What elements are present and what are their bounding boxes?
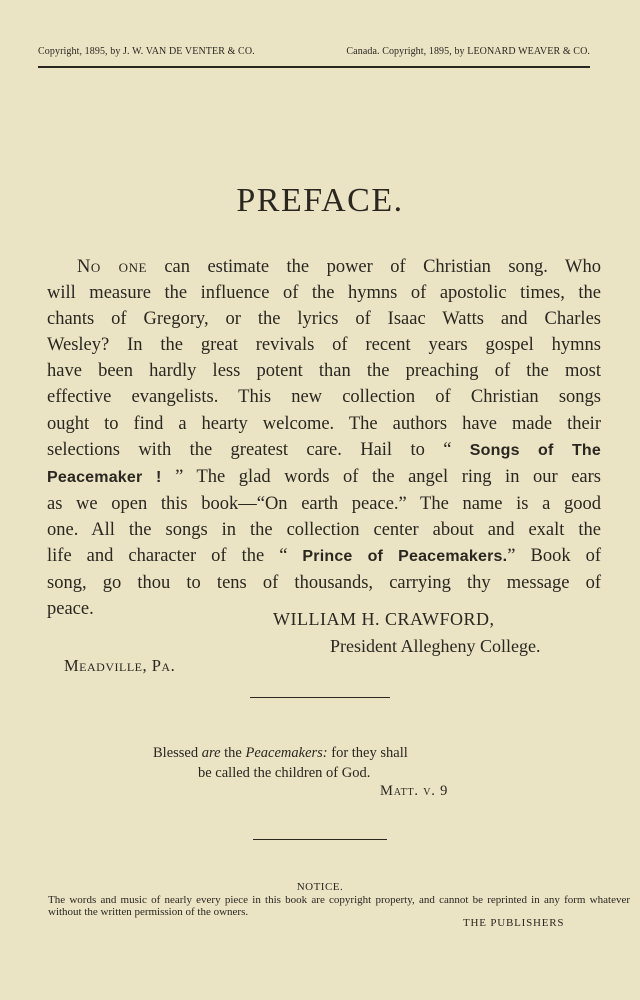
divider-rule bbox=[250, 697, 390, 698]
preface-text: can estimate the power of Christian song. Who bbox=[146, 257, 601, 277]
signature-place: Meadville, Pa. bbox=[64, 656, 176, 675]
preface-text: life and character of the “ bbox=[47, 546, 303, 567]
preface-line: song, go thou to tens of thousands, carrying thy message of bbox=[47, 573, 601, 594]
notice-title: NOTICE. bbox=[296, 881, 344, 893]
divider-rule bbox=[253, 839, 387, 840]
page-title: PREFACE. bbox=[236, 182, 404, 219]
preface-line: peace. bbox=[47, 599, 94, 620]
verse-text: the bbox=[220, 745, 246, 761]
header-rule bbox=[38, 66, 590, 68]
preface-line bbox=[47, 254, 601, 280]
verse-line-2: be called the children of God. bbox=[198, 765, 371, 781]
copyright-canada: Canada. Copyright, 1895, by LEONARD WEAVER & CO. bbox=[346, 46, 590, 57]
preface-line bbox=[47, 464, 601, 491]
verse-italic: are bbox=[201, 745, 221, 761]
book-title-emphasis: Peacemaker ! bbox=[47, 468, 162, 486]
verse-text: Blessed bbox=[153, 745, 202, 761]
notice-text: The words and music of nearly every piece in this book are copyright property, and cannot be reprinted in any form whatever without the written permission of the owners. bbox=[48, 894, 630, 918]
preface-line: ought to find a hearty welcome. The authors have made their bbox=[47, 413, 601, 434]
preface-line: as we open this book—“On earth peace.” The name is a good bbox=[47, 493, 601, 514]
preface-line: have been hardly less potent than the preaching of the most bbox=[47, 361, 601, 382]
copyright-header bbox=[38, 46, 590, 57]
preface-line: chants of Gregory, or the lyrics of Isaac Watts and Charles bbox=[47, 309, 601, 330]
preface-text: selections with the greatest care. Hail to “ bbox=[47, 439, 470, 460]
preface-line: Wesley? In the great revivals of recent years gospel hymns bbox=[47, 335, 601, 356]
preface-body bbox=[47, 254, 601, 622]
notice-signature: THE PUBLISHERS bbox=[463, 917, 565, 929]
preface-line: one. All the songs in the collection center about and exalt the bbox=[47, 519, 601, 540]
book-title-emphasis: Songs of The bbox=[469, 441, 601, 459]
signature-title: President Allegheny College. bbox=[330, 636, 541, 656]
preface-text: ” The glad words of the angel ring in our ears bbox=[161, 466, 601, 487]
preface-text: ” Book of bbox=[507, 546, 601, 567]
preface-opening-words: No one bbox=[77, 257, 147, 277]
verse-line-1 bbox=[153, 745, 408, 762]
verse-reference: Matt. v. 9 bbox=[380, 783, 449, 799]
preface-line bbox=[47, 437, 601, 464]
signature-name: WILLIAM H. CRAWFORD, bbox=[273, 609, 495, 629]
prince-emphasis: Prince of Peacemakers. bbox=[302, 548, 508, 566]
copyright-us: Copyright, 1895, by J. W. VAN DE VENTER & CO. bbox=[38, 46, 255, 57]
verse-italic: Peacemakers: bbox=[245, 745, 328, 761]
preface-line: will measure the influence of the hymns of apostolic times, the bbox=[47, 283, 601, 304]
preface-line: effective evangelists. This new collection of Christian songs bbox=[47, 387, 601, 408]
verse-text: for they shall bbox=[327, 745, 408, 761]
preface-line bbox=[47, 543, 601, 570]
